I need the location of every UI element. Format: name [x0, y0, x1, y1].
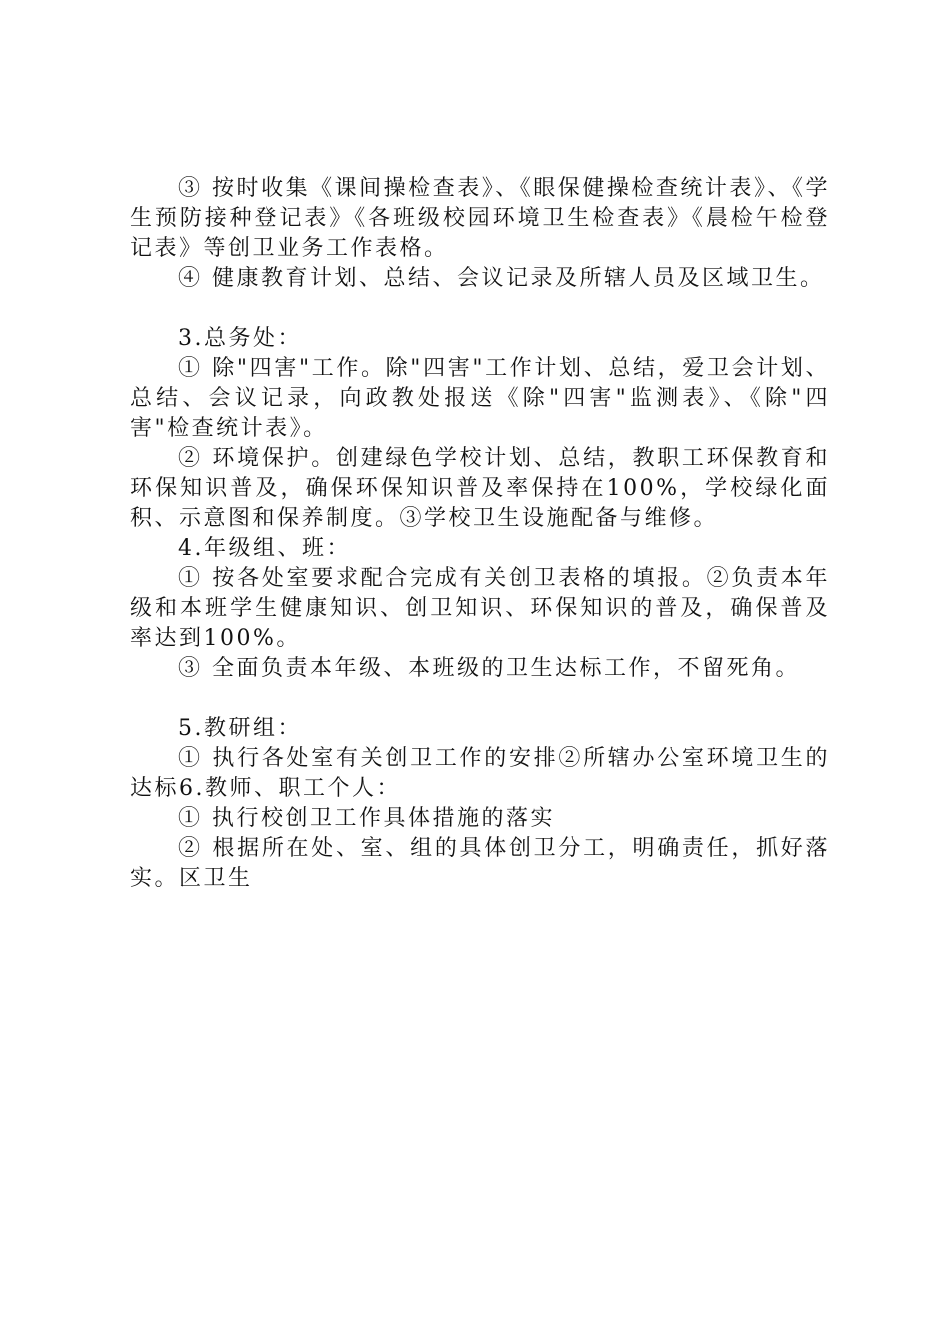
- paragraph-2: ④ 健康教育计划、总结、会议记录及所辖人员及区域卫生。: [178, 266, 825, 291]
- paragraph-6: ③ 全面负责本年级、本班级的卫生达标工作，不留死角。: [178, 656, 800, 681]
- paragraph-7: ① 执行各处室有关创卫工作的安排②所辖办公室环境卫生的达标6.教师、职工个人：: [130, 746, 830, 801]
- section-heading-3: 3.总务处：: [178, 326, 302, 351]
- paragraph-1: ③ 按时收集《课间操检查表》、《眼保健操检查统计表》、《学生预防接种登记表》《各班级校园环境卫生检查表》《晨检午检登记表》等创卫业务工作表格。: [130, 176, 830, 261]
- paragraph-4: ② 环境保护。创建绿色学校计划、总结，教职工环保教育和环保知识普及，确保环保知识普及率保持在100%，学校绿化面积、示意图和保养制度。③学校卫生设施配备与维修。: [130, 446, 830, 531]
- paragraph-9: ② 根据所在处、室、组的具体创卫分工，明确责任，抓好落实。区卫生: [130, 836, 830, 891]
- section-heading-4: 4.年级组、班：: [178, 536, 351, 561]
- paragraph-3: ① 除"四害"工作。除"四害"工作计划、总结，爱卫会计划、总结、会议记录，向政教处报送《除"四害"监测表》、《除"四害"检查统计表》。: [130, 356, 830, 441]
- paragraph-gap: [130, 294, 830, 324]
- paragraph-5: ① 按各处室要求配合完成有关创卫表格的填报。②负责本年级和本班学生健康知识、创卫知识、环保知识的普及，确保普及率达到100%。: [130, 566, 830, 651]
- paragraph-8: ① 执行校创卫工作具体措施的落实: [178, 806, 555, 831]
- section-heading-5: 5.教研组：: [178, 716, 302, 741]
- document-body: [130, 174, 830, 894]
- paragraph-gap: [130, 684, 830, 714]
